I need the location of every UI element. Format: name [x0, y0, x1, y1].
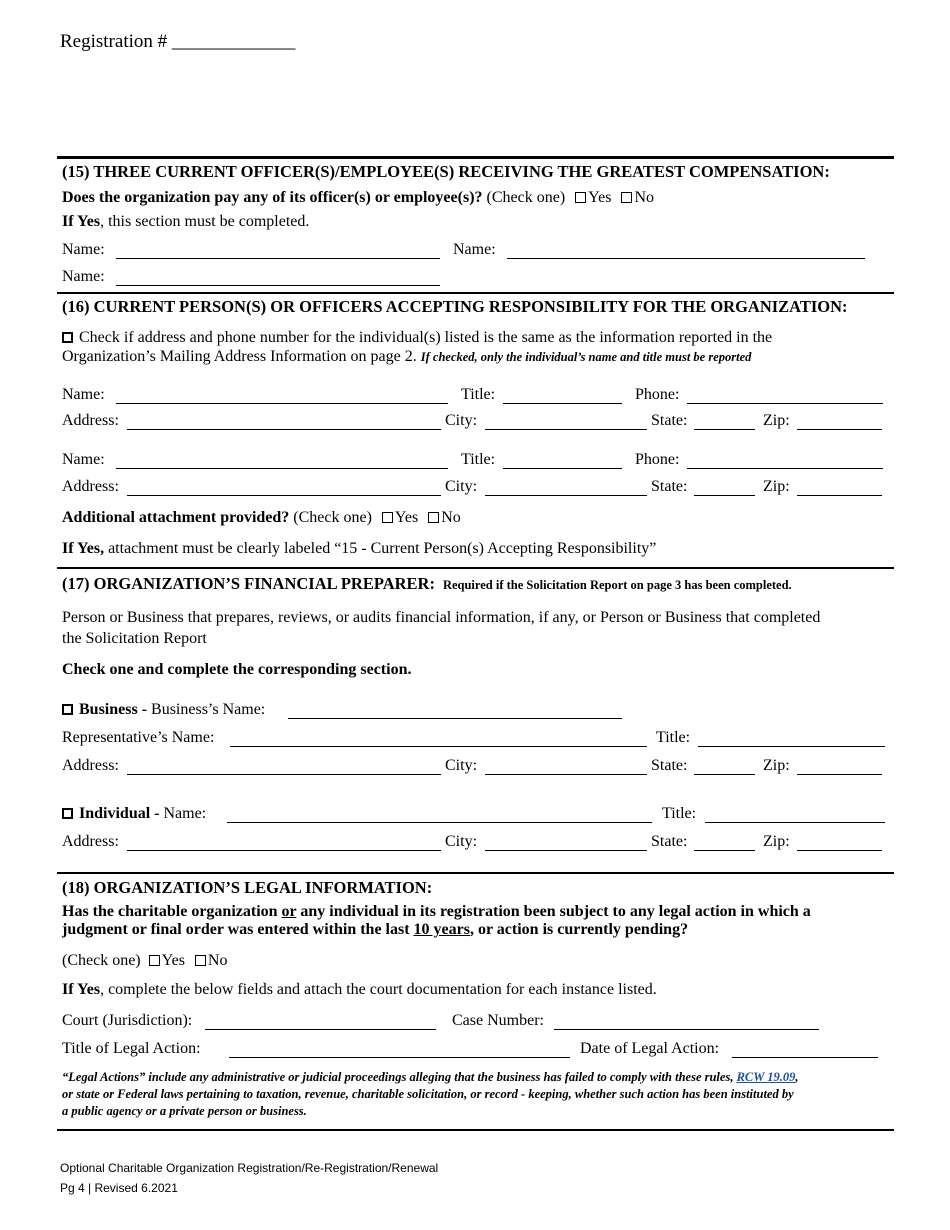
- s18-if-yes-bold: If Yes: [62, 981, 101, 998]
- rcw-link[interactable]: RCW 19.09: [736, 1070, 796, 1084]
- s16-city-field-2[interactable]: [485, 495, 647, 496]
- s17-instruction: Check one and complete the corresponding section.: [62, 661, 412, 678]
- s16-state-label-1: State:: [651, 412, 688, 429]
- s17-individual-name-field[interactable]: [227, 822, 652, 823]
- s16-name-field-2[interactable]: [116, 468, 448, 469]
- s17-individual-name-label: Name:: [163, 805, 207, 822]
- s16-same-address-checkbox[interactable]: [62, 332, 73, 343]
- s18-court-label: Court (Jurisdiction):: [62, 1012, 193, 1029]
- s16-check-one: (Check one): [293, 509, 372, 526]
- s17-business-address-label: Address:: [62, 757, 119, 774]
- section-16-heading: (16) CURRENT PERSON(S) OR OFFICERS ACCEPTING RESPONSIBILITY FOR THE ORGANIZATION:: [62, 297, 848, 316]
- s16-additional-row: [62, 509, 461, 527]
- registration-number-label: Registration # _____________: [60, 31, 296, 52]
- s16-phone-field-1[interactable]: [687, 403, 883, 404]
- s18-no-label: No: [207, 952, 228, 969]
- s16-address-field-2[interactable]: [127, 495, 441, 496]
- s15-question-row: [62, 189, 654, 207]
- s15-if-yes-note: [62, 213, 309, 231]
- s15-name-field-3[interactable]: [116, 285, 440, 286]
- s17-rep-title-field[interactable]: [698, 746, 885, 747]
- s18-q-line2-part1: judgment or final order was entered within the last: [62, 921, 414, 938]
- s16-check-note: If checked, only the individual’s name and title must be reported: [420, 350, 752, 364]
- s18-check-one: (Check one): [62, 952, 141, 969]
- s16-title-field-2[interactable]: [503, 468, 622, 469]
- s15-name-label-2: Name:: [453, 241, 496, 258]
- s16-address-label-1: Address:: [62, 412, 119, 429]
- s16-yes-checkbox[interactable]: [382, 512, 393, 523]
- s18-q-part2: any individual in its registration been subject to any legal action in which a: [296, 903, 811, 920]
- s16-city-label-1: City:: [445, 412, 478, 429]
- s18-q-line2-part2: , or action is currently pending?: [469, 921, 689, 938]
- s17-individual-title-label: Title:: [662, 805, 697, 822]
- s16-if-yes-note: [62, 540, 656, 558]
- s16-name-field-1[interactable]: [116, 403, 448, 404]
- s18-q-part1: Has the charitable organization: [62, 903, 282, 920]
- s18-court-field[interactable]: [205, 1029, 436, 1030]
- s17-desc-line1: Person or Business that prepares, reviews, or audits financial information, if any, or Person or Business that completed: [62, 609, 821, 626]
- s16-state-label-2: State:: [651, 478, 688, 495]
- s16-same-address-row: [62, 329, 772, 347]
- s17-rep-name-label: Representative’s Name:: [62, 729, 215, 746]
- s18-title-action-field[interactable]: [229, 1057, 570, 1058]
- s17-individual-state-field[interactable]: [694, 850, 755, 851]
- section-divider: [57, 292, 894, 294]
- s18-note-line1: [62, 1069, 799, 1086]
- s17-individual-state-label: State:: [651, 833, 688, 850]
- footer-page-info: Pg 4 | Revised 6.2021: [60, 1181, 178, 1195]
- s18-question-line1: [62, 903, 811, 921]
- s18-note-line2: or state or Federal laws pertaining to taxation, revenue, charitable solicitation, or record - keeping, whether such action has been instituted by: [62, 1087, 794, 1101]
- s15-name-label-1: Name:: [62, 241, 105, 258]
- s17-business-city-label: City:: [445, 757, 478, 774]
- s16-if-yes-rest: attachment must be clearly labeled “15 - Current Person(s) Accepting Responsibility”: [104, 540, 657, 557]
- s18-if-yes-rest: , complete the below fields and attach the court documentation for each instance listed.: [100, 981, 657, 998]
- footer-form-title: Optional Charitable Organization Registration/Re-Registration/Renewal: [60, 1161, 439, 1175]
- s16-no-label: No: [441, 509, 461, 526]
- s16-state-field-1[interactable]: [694, 429, 755, 430]
- section-divider: [57, 872, 894, 874]
- s17-individual-address-field[interactable]: [127, 850, 441, 851]
- s17-individual-zip-label: Zip:: [763, 833, 790, 850]
- s16-title-field-1[interactable]: [503, 403, 622, 404]
- s16-name-label-1: Name:: [62, 386, 105, 403]
- s16-phone-label-2: Phone:: [635, 451, 680, 468]
- s16-address-label-2: Address:: [62, 478, 119, 495]
- section-15-heading: (15) THREE CURRENT OFFICER(S)/EMPLOYEE(S) RECEIVING THE GREATEST COMPENSATION:: [62, 162, 830, 181]
- s16-zip-label-1: Zip:: [763, 412, 790, 429]
- s16-if-yes-bold: If Yes,: [62, 540, 105, 557]
- s15-no-label: No: [634, 189, 654, 206]
- s18-if-yes-note: [62, 981, 657, 999]
- s15-name-label-3: Name:: [62, 268, 105, 285]
- s15-no-checkbox[interactable]: [621, 192, 632, 203]
- section-divider: [57, 156, 894, 159]
- s16-city-field-1[interactable]: [485, 429, 647, 430]
- s16-check-line1: Check if address and phone number for the individual(s) listed is the same as the information reported in the: [79, 329, 773, 346]
- s17-rep-title-label: Title:: [656, 729, 691, 746]
- s15-check-one: (Check one): [486, 189, 566, 206]
- s16-check-line2-row: [62, 348, 751, 366]
- s17-individual-checkbox[interactable]: [62, 808, 73, 819]
- s17-individual-zip-field[interactable]: [797, 850, 882, 851]
- s17-individual-label: Individual -: [79, 805, 160, 822]
- s15-name-field-1[interactable]: [116, 258, 440, 259]
- s15-if-yes-bold: If Yes: [62, 213, 101, 230]
- section-17-heading-note: Required if the Solicitation Report on page 3 has been completed.: [442, 578, 792, 592]
- s17-business-name-label: Business’s Name:: [151, 701, 266, 718]
- s17-individual-address-label: Address:: [62, 833, 119, 850]
- s18-check-row: [62, 952, 227, 970]
- s18-q-years: 10 years: [413, 921, 470, 938]
- s17-business-state-field[interactable]: [694, 774, 755, 775]
- s18-question-line2: [62, 921, 688, 939]
- s16-yes-label: Yes: [394, 509, 419, 526]
- s16-address-field-1[interactable]: [127, 429, 441, 430]
- s16-name-label-2: Name:: [62, 451, 105, 468]
- section-17-heading: (17) ORGANIZATION’S FINANCIAL PREPARER:: [62, 574, 435, 593]
- s17-business-label: Business -: [79, 701, 148, 718]
- section-18-heading: (18) ORGANIZATION’S LEGAL INFORMATION:: [62, 878, 433, 897]
- s18-title-action-label: Title of Legal Action:: [62, 1040, 201, 1057]
- s15-yes-checkbox[interactable]: [575, 192, 586, 203]
- s15-name-field-2[interactable]: [507, 258, 865, 259]
- section-divider: [57, 567, 894, 569]
- s18-yes-label: Yes: [161, 952, 185, 969]
- s18-date-action-field[interactable]: [732, 1057, 878, 1058]
- s16-phone-field-2[interactable]: [687, 468, 883, 469]
- s18-case-label: Case Number:: [452, 1012, 544, 1029]
- s15-question: Does the organization pay any of its officer(s) or employee(s)?: [62, 189, 483, 206]
- s15-if-yes-rest: , this section must be completed.: [100, 213, 310, 230]
- s17-business-city-field[interactable]: [485, 774, 647, 775]
- s16-city-label-2: City:: [445, 478, 478, 495]
- s16-zip-field-2[interactable]: [797, 495, 882, 496]
- s18-date-action-label: Date of Legal Action:: [580, 1040, 720, 1057]
- s17-business-zip-label: Zip:: [763, 757, 790, 774]
- s17-individual-city-field[interactable]: [485, 850, 647, 851]
- s16-zip-label-2: Zip:: [763, 478, 790, 495]
- s18-note-part2: ,: [795, 1070, 799, 1084]
- s16-check-line2: Organization’s Mailing Address Information on page 2.: [62, 348, 417, 365]
- s17-desc-line2: the Solicitation Report: [62, 630, 207, 647]
- s17-individual-city-label: City:: [445, 833, 478, 850]
- s16-title-label-2: Title:: [461, 451, 496, 468]
- s17-business-zip-field[interactable]: [797, 774, 882, 775]
- s18-note-part1: “Legal Actions” include any administrative or judicial proceedings alleging that the business has failed to comply with these rules,: [62, 1070, 737, 1084]
- s16-title-label-1: Title:: [461, 386, 496, 403]
- s17-business-address-field[interactable]: [127, 774, 441, 775]
- s18-q-or: or: [281, 903, 297, 920]
- section-divider: [57, 1129, 894, 1131]
- s16-zip-field-1[interactable]: [797, 429, 882, 430]
- s18-yes-checkbox[interactable]: [149, 955, 160, 966]
- s17-individual-title-field[interactable]: [705, 822, 885, 823]
- s16-additional-question: Additional attachment provided?: [62, 509, 290, 526]
- section-17-heading-row: [62, 574, 792, 594]
- s16-phone-label-1: Phone:: [635, 386, 680, 403]
- s15-yes-label: Yes: [588, 189, 612, 206]
- s17-rep-name-field[interactable]: [230, 746, 647, 747]
- s17-business-name-field[interactable]: [288, 718, 622, 719]
- s17-individual-row: [62, 805, 206, 823]
- s17-business-row: [62, 701, 265, 719]
- s17-business-checkbox[interactable]: [62, 704, 73, 715]
- s16-no-checkbox[interactable]: [428, 512, 439, 523]
- s18-no-checkbox[interactable]: [195, 955, 206, 966]
- s17-business-state-label: State:: [651, 757, 688, 774]
- s16-state-field-2[interactable]: [694, 495, 755, 496]
- s18-case-field[interactable]: [554, 1029, 819, 1030]
- s18-note-line3: a public agency or a private person or business.: [62, 1104, 307, 1118]
